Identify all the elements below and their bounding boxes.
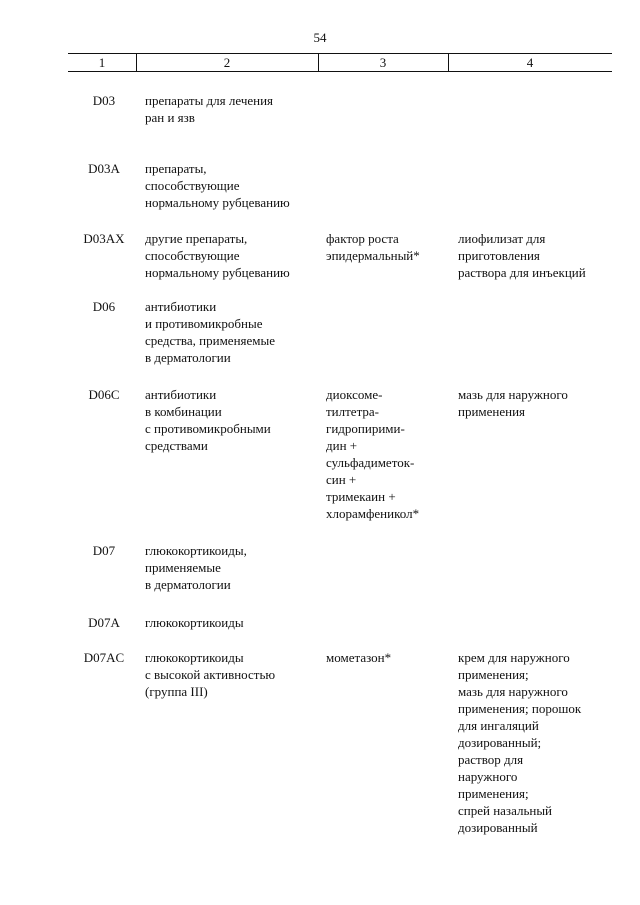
- page-number: 54: [313, 30, 327, 45]
- group-name: антибиотики и противомикробные средства, применяемые в дерматологии: [145, 299, 276, 365]
- column-header-2: 2: [136, 54, 319, 71]
- atc-code: D03AX: [83, 231, 125, 246]
- atc-code: D07AC: [83, 650, 125, 665]
- atc-code: D03: [92, 93, 116, 108]
- group-name: другие препараты, способствующие нормальному рубцеванию: [145, 231, 290, 280]
- drug-name: мометазон*: [326, 650, 392, 665]
- group-name: глюкокортикоиды: [145, 615, 244, 630]
- group-name: препараты, способствующие нормальному рубцеванию: [145, 161, 290, 210]
- atc-code: D07A: [88, 615, 120, 630]
- dosage-form: крем для наружного применения; мазь для наружного применения; порошок для ингаляций дозированный; раствор для наружного применения; спрей назальный дозированный: [458, 650, 582, 835]
- table-header: [68, 53, 612, 72]
- group-name: глюкокортикоиды с высокой активностью (группа III): [145, 650, 276, 699]
- atc-code: D06: [92, 299, 116, 314]
- atc-code: D07: [92, 543, 116, 558]
- drug-name: диоксоме- тилтетра- гидропирими- дин + сульфадиметок- син + тримекаин + хлорамфеникол*: [326, 387, 420, 521]
- dosage-form: лиофилизат для приготовления раствора для инъекций: [458, 231, 586, 280]
- dosage-form: мазь для наружного применения: [458, 387, 568, 419]
- group-name: глюкокортикоиды, применяемые в дерматологии: [145, 543, 247, 592]
- column-header-4: 4: [526, 55, 534, 70]
- atc-code: D06C: [88, 387, 120, 402]
- group-name: антибиотики в комбинации с противомикробными средствами: [145, 387, 271, 453]
- group-name: препараты для лечения ран и язв: [145, 93, 274, 125]
- drug-name: фактор роста эпидермальный*: [326, 231, 420, 263]
- column-header-1: 1: [68, 54, 137, 71]
- atc-code: D03A: [88, 161, 120, 176]
- column-header-3: 3: [318, 54, 449, 71]
